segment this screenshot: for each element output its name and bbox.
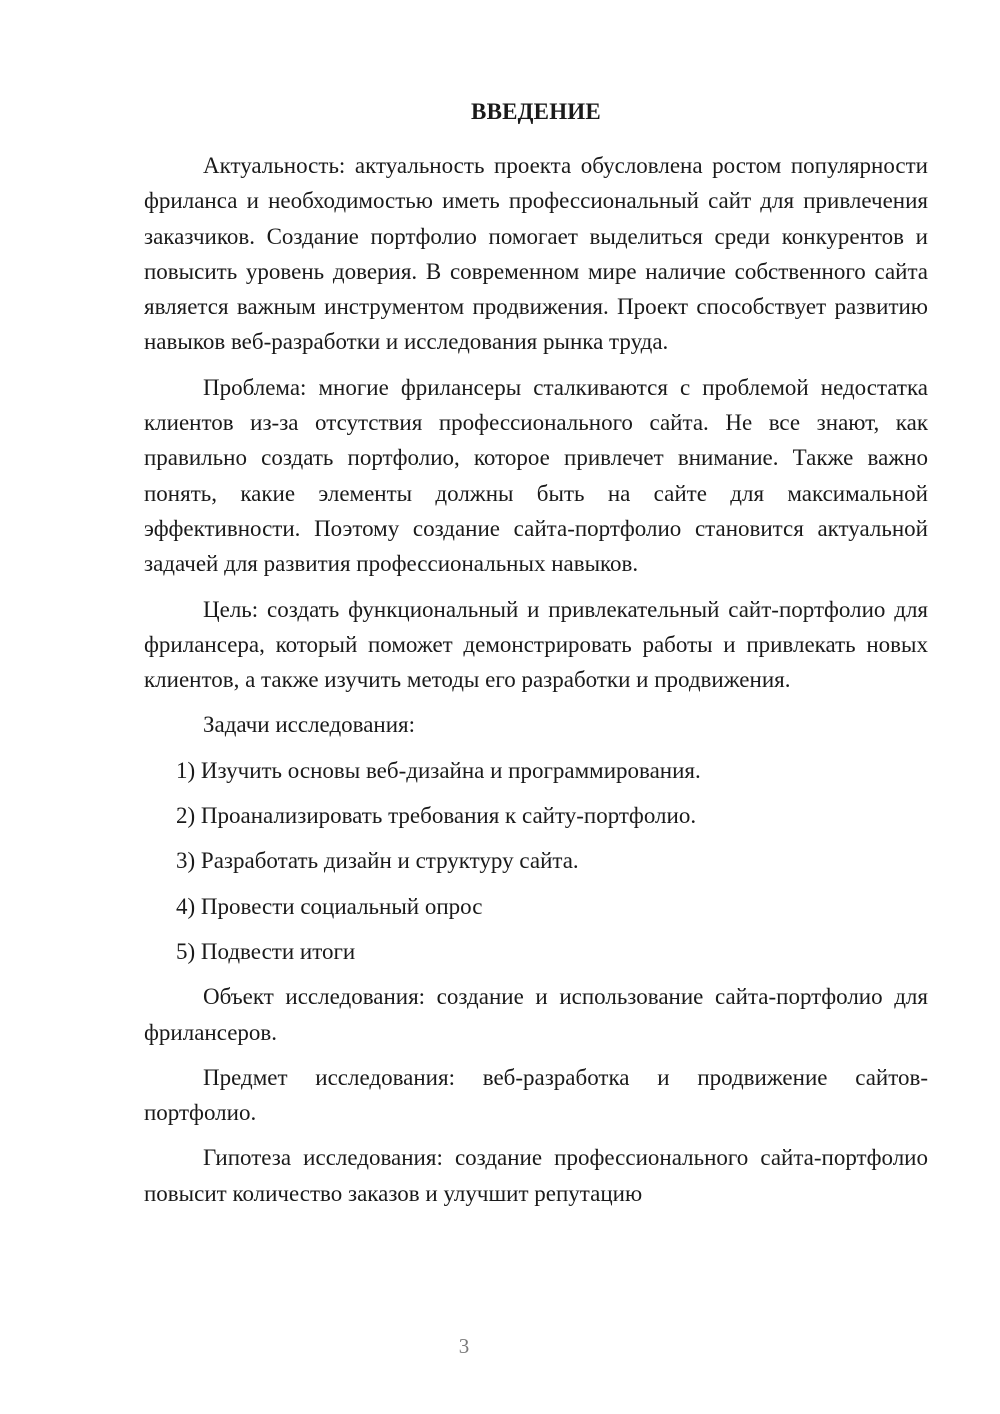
page-content xyxy=(144,96,928,1221)
paragraph-hypothesis: Гипотеза исследования: создание профессионального сайта-портфолио повысит количество заказов и улучшит репутацию xyxy=(144,1145,928,1206)
page-number: 3 xyxy=(458,1334,470,1358)
paragraph-goal: Цель: создать функциональный и привлекательный сайт-портфолио для фрилансера, который поможет демонстрировать работы и привлекать новых клиентов, а также изучить методы его разработки и продвижения. xyxy=(144,596,928,693)
tasks-list xyxy=(144,753,928,969)
task-item-3: 3) Разработать дизайн и структуру сайта. xyxy=(176,848,579,874)
section-title: ВВЕДЕНИЕ xyxy=(471,99,601,124)
paragraph-subject: Предмет исследования: веб-разработка и продвижение сайтов-портфолио. xyxy=(144,1064,928,1126)
paragraph-object: Объект исследования: создание и использование сайта-портфолио для фрилансеров. xyxy=(144,984,928,1045)
tasks-heading: Задачи исследования: xyxy=(203,712,416,738)
paragraph-problem: Проблема: многие фрилансеры сталкиваются с проблемой недостатка клиентов из-за отсутствия профессионального сайта. Не все знают, как правильно создать портфолио, которое привлечет внимание. Также важно понять, какие элементы должны быть на сайте для максимальной эффективности. Поэтому создание сайта-портфолио становится актуальной задачей для развития профессиональных навыков. xyxy=(144,374,928,577)
task-item-5: 5) Подвести итоги xyxy=(176,938,356,964)
paragraph-relevance: Актуальность: актуальность проекта обусловлена ростом популярности фриланса и необходимостью иметь профессиональный сайт для привлечения заказчиков. Создание портфолио помогает выделиться среди конкурентов и повысить уровень доверия. В современном мире наличие собственного сайта является важным инструментом продвижения. Проект способствует развитию навыков веб-разработки и исследования рынка труда. xyxy=(144,153,928,355)
task-item-4: 4) Провести социальный опрос xyxy=(176,893,483,919)
task-item-2: 2) Проанализировать требования к сайту-портфолио. xyxy=(176,803,697,829)
task-item-1: 1) Изучить основы веб-дизайна и программирования. xyxy=(176,757,701,783)
